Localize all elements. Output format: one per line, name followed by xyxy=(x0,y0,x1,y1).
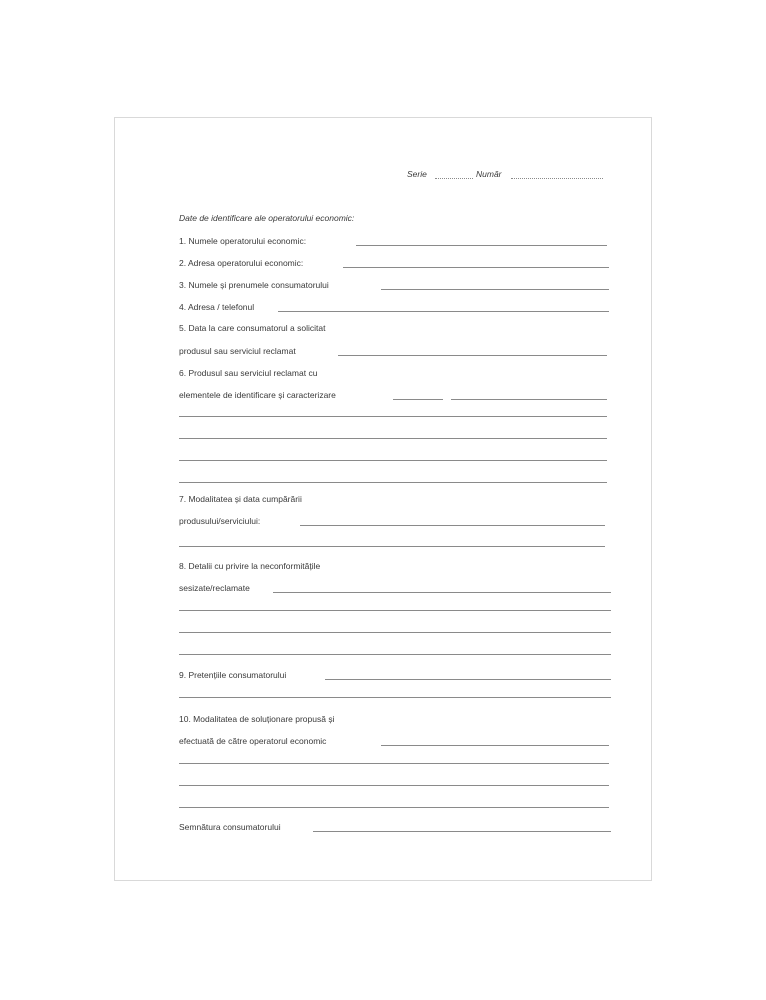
field-10-label-cont: efectuată de către operatorul economic xyxy=(179,736,327,746)
field-4-line[interactable] xyxy=(278,311,609,312)
field-10-line-2[interactable] xyxy=(179,785,609,786)
field-10-line[interactable] xyxy=(381,745,609,746)
field-10-line-3[interactable] xyxy=(179,807,609,808)
field-3-label: 3. Numele și prenumele consumatorului xyxy=(179,280,329,290)
field-9-line[interactable] xyxy=(325,679,611,680)
field-2-line[interactable] xyxy=(343,267,609,268)
field-8-line[interactable] xyxy=(273,592,611,593)
field-3-line[interactable] xyxy=(381,289,609,290)
field-10-label: 10. Modalitatea de soluționare propusă și xyxy=(179,714,335,724)
field-6-line-4[interactable] xyxy=(179,482,607,483)
field-5-label: 5. Data la care consumatorul a solicitat xyxy=(179,323,326,333)
field-8-line-1[interactable] xyxy=(179,610,611,611)
field-5-line[interactable] xyxy=(338,355,607,356)
field-8-label-cont: sesizate/reclamate xyxy=(179,583,250,593)
field-6-label-cont: elementele de identificare și caracterizare xyxy=(179,390,336,400)
field-10-line-1[interactable] xyxy=(179,763,609,764)
field-6-line-a[interactable] xyxy=(393,399,443,400)
field-8-label: 8. Detalii cu privire la neconformitățile xyxy=(179,561,321,571)
field-9-line-1[interactable] xyxy=(179,697,611,698)
serie-field[interactable] xyxy=(435,178,473,179)
numar-field[interactable] xyxy=(511,178,603,179)
field-6-line-3[interactable] xyxy=(179,460,607,461)
field-6-line-1[interactable] xyxy=(179,416,607,417)
field-6-label: 6. Produsul sau serviciul reclamat cu xyxy=(179,368,318,378)
numar-label: Număr xyxy=(476,169,502,179)
field-7-line[interactable] xyxy=(300,525,605,526)
serie-label: Serie xyxy=(407,169,427,179)
signature-line[interactable] xyxy=(313,831,611,832)
field-1-label: 1. Numele operatorului economic: xyxy=(179,236,307,246)
signature-label: Semnătura consumatorului xyxy=(179,822,281,832)
field-6-line-b[interactable] xyxy=(451,399,607,400)
field-6-line-2[interactable] xyxy=(179,438,607,439)
field-1-line[interactable] xyxy=(356,245,607,246)
field-7-label: 7. Modalitatea și data cumpărării xyxy=(179,494,302,504)
field-9-label: 9. Pretențiile consumatorului xyxy=(179,670,287,680)
form-heading: Date de identificare ale operatorului economic: xyxy=(179,213,355,223)
field-8-line-3[interactable] xyxy=(179,654,611,655)
complaint-form-sheet xyxy=(114,117,652,881)
field-8-line-2[interactable] xyxy=(179,632,611,633)
field-2-label: 2. Adresa operatorului economic: xyxy=(179,258,304,268)
field-7-label-cont: produsului/serviciului: xyxy=(179,516,261,526)
field-5-label-cont: produsul sau serviciul reclamat xyxy=(179,346,296,356)
field-7-line-1[interactable] xyxy=(179,546,605,547)
field-4-label: 4. Adresa / telefonul xyxy=(179,302,255,312)
